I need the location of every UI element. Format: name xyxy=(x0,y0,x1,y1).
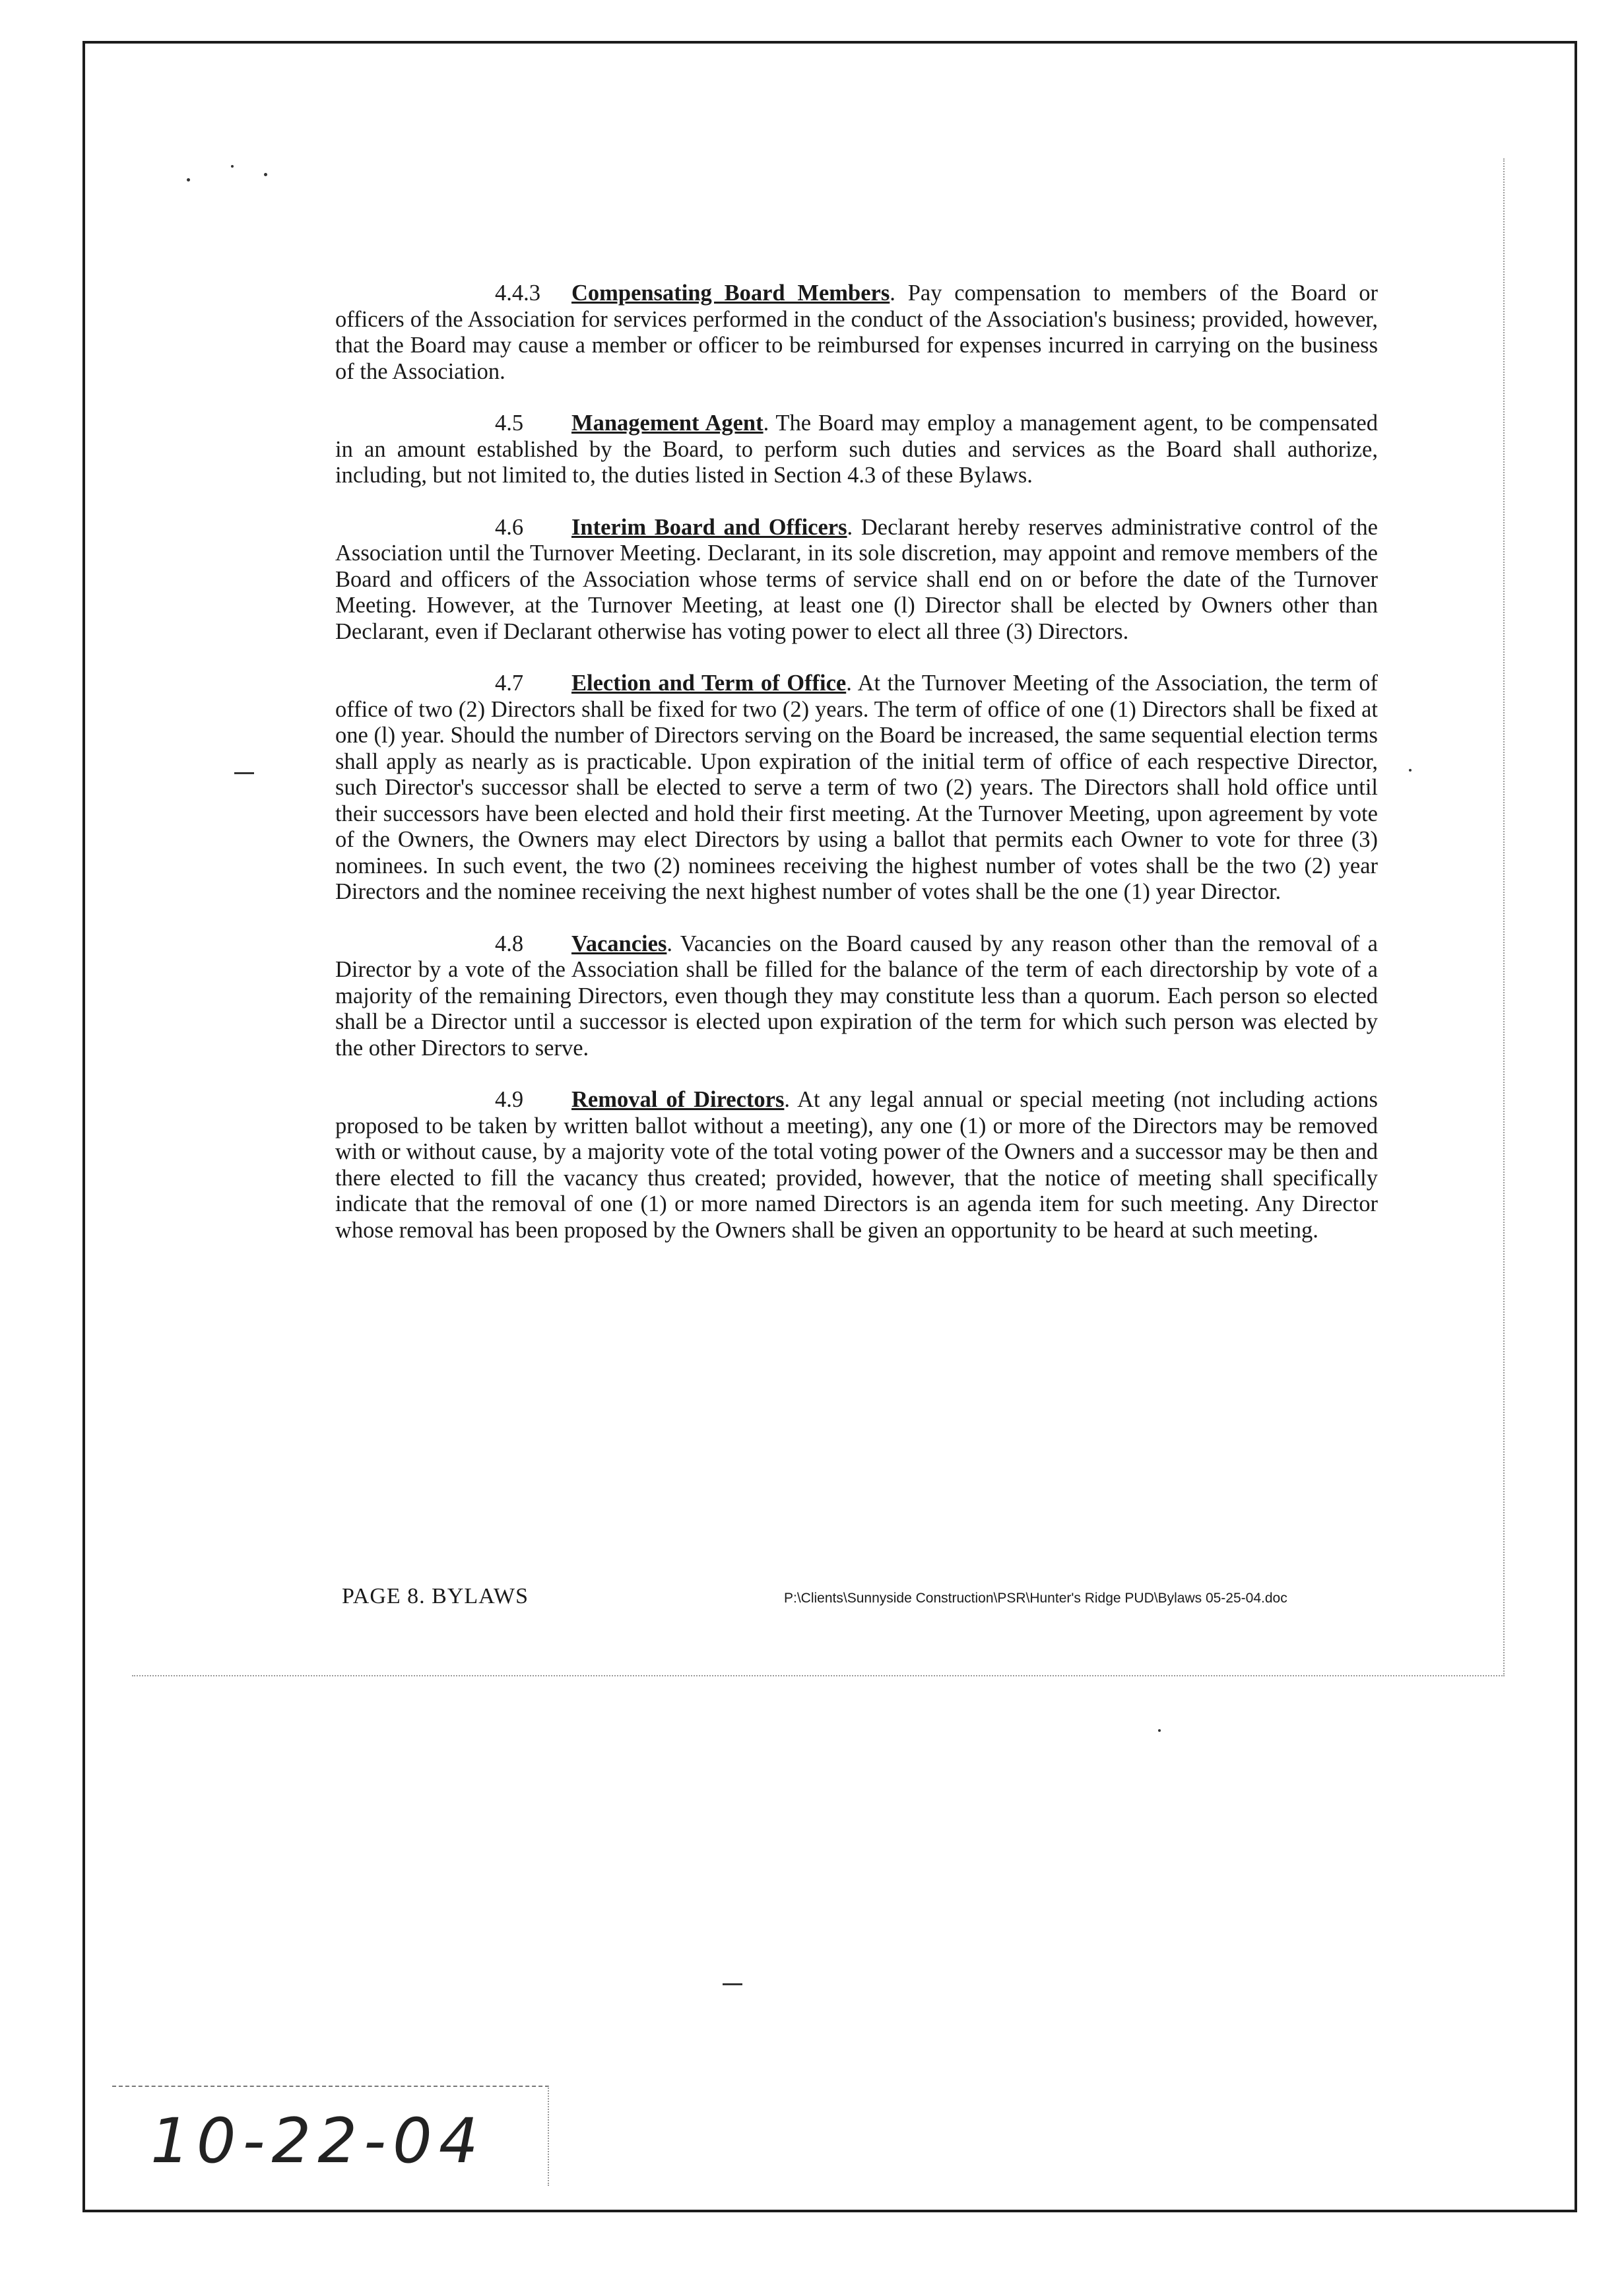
file-path: P:\Clients\Sunnyside Construction\PSR\Hunter's Ridge PUD\Bylaws 05-25-04.doc xyxy=(784,1591,1287,1606)
scan-speck xyxy=(187,178,190,182)
section-text: . Pay compensation to members of the Board or officers of the Association for services performed in the conduct of the Association's business; provided, however, that the Board may cause a member or officer to be reimbursed for expenses incurred in carrying on the business of the Association. xyxy=(335,280,1378,384)
bylaws-body xyxy=(335,280,1378,1269)
scan-mark xyxy=(723,1983,742,1985)
section-number: 4.7 xyxy=(495,671,524,696)
page-label: PAGE 8. BYLAWS xyxy=(342,1584,529,1608)
section-text: . At the Turnover Meeting of the Association, the term of office of two (2) Directors shall be fixed for two (2) years. The term of office of one (1) Directors shall be fixed at one (l) year. Should the number of Directors serving on the Board be increased, the same sequential election terms shall apply as nearly as is practicable. Upon expiration of the initial term of office of each respective Director, such Director's successor shall be elected to serve a term of two (2) years. The Directors shall hold office until their successors have been elected and hold their first meeting. At the Turnover Meeting, upon agreement by vote of the Owners, the Owners may elect Directors by using a ballot that permits each Owner to vote for three (3) nominees. In such event, the two (2) nominees receiving the highest number of votes shall be the two (2) year Directors and the nominee receiving the next highest number of votes shall be the one (1) year Director. xyxy=(335,671,1378,904)
section-paragraph xyxy=(335,280,1378,385)
section-heading: Removal of Directors xyxy=(571,1087,785,1112)
scan-speck xyxy=(1409,769,1412,772)
section-text: . At any legal annual or special meeting (not including actions proposed to be taken by written ballot without a meeting), any one (1) or more of the Directors may be removed with or without cause, by a majority vote of the total voting power of the Owners and a successor may be then and there elected to fill the vacancy thus created; provided, however, that the notice of meeting shall specifically indicate that the removal of one (1) or more named Directors is an agenda item for such meeting. Any Director whose removal has been proposed by the Owners shall be given an opportunity to be heard at such meeting. xyxy=(335,1087,1378,1243)
section-number: 4.4.3 xyxy=(495,280,540,306)
section-paragraph xyxy=(335,411,1378,489)
section-text: . The Board may employ a management agent, to be compensated in an amount established by the Board, to perform such duties and services as the Board shall authorize, including, but not limited to, the duties listed in Section 4.3 of these Bylaws. xyxy=(335,411,1378,488)
section-text: . Declarant hereby reserves administrative control of the Association until the Turnover Meeting. Declarant, in its sole discretion, may appoint and remove members of the Board and officers of the Association whose terms of service shall end on or before the date of the Turnover Meeting. However, at the Turnover Meeting, at least one (l) Director shall be elected by Owners other than Declarant, even if Declarant otherwise has voting power to elect all three (3) Directors. xyxy=(335,514,1378,644)
section-number: 4.8 xyxy=(495,931,524,956)
section-paragraph xyxy=(335,671,1378,906)
section-heading: Compensating Board Members xyxy=(571,280,890,306)
handwritten-date: 10-22-04 xyxy=(150,2105,485,2177)
section-paragraph xyxy=(335,1087,1378,1243)
section-heading: Management Agent xyxy=(571,411,763,436)
section-heading: Interim Board and Officers xyxy=(571,514,847,540)
scan-speck xyxy=(264,173,267,176)
section-number: 4.9 xyxy=(495,1087,524,1112)
section-text: . Vacancies on the Board caused by any reason other than the removal of a Director by a vote of the Association shall be filled for the balance of the term of each directorship by vote of a majority of the remaining Directors, even though they may constitute less than a quorum. Each person so elected shall be a Director until a successor is elected upon expiration of the term for which such person was elected by the other Directors to serve. xyxy=(335,931,1378,1061)
section-number: 4.6 xyxy=(495,514,524,540)
section-paragraph xyxy=(335,515,1378,645)
section-number: 4.5 xyxy=(495,411,524,436)
section-heading: Election and Term of Office xyxy=(571,671,847,696)
scan-mark xyxy=(234,772,254,774)
scan-speck xyxy=(1158,1729,1161,1732)
section-paragraph xyxy=(335,931,1378,1062)
section-heading: Vacancies xyxy=(571,931,667,956)
scan-speck xyxy=(231,165,234,168)
